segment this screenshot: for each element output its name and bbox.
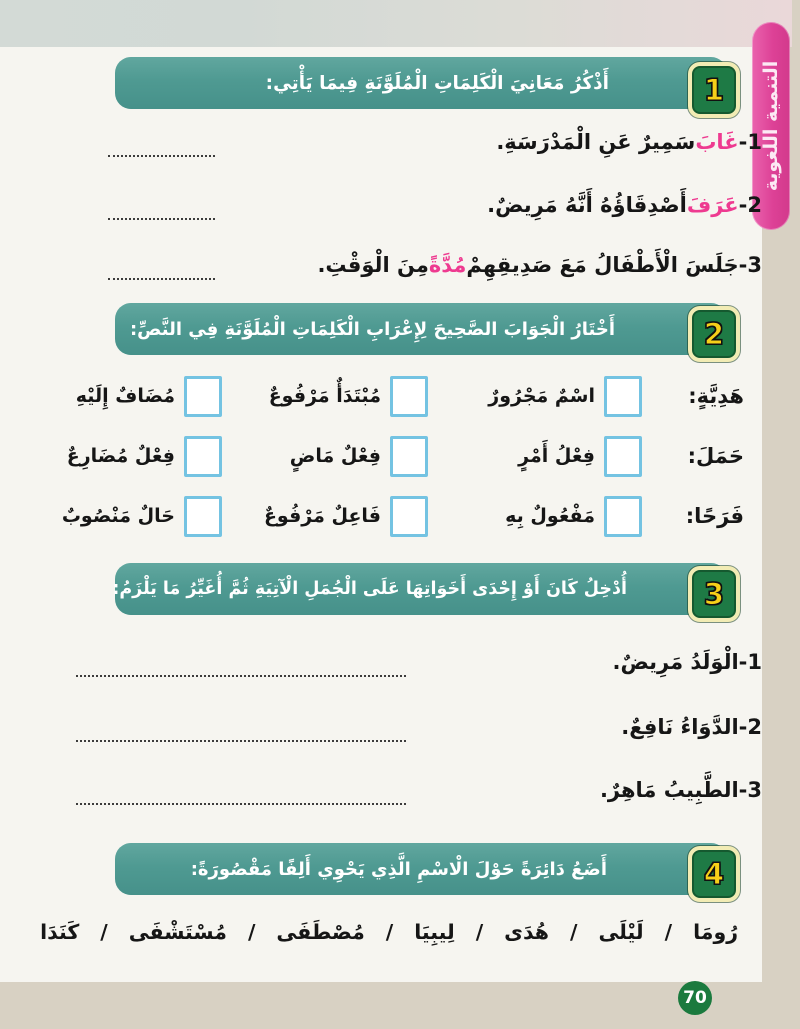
- option-checkbox[interactable]: [184, 496, 222, 537]
- name-option[interactable]: هُدَى: [504, 920, 549, 944]
- sentence: الدَّوَاءُ نَافِعٌ.: [621, 715, 739, 739]
- exercise4-title: أَضَعُ دَائِرَةً حَوْلَ الْاسْمِ الَّذِي يَحْوِي أَلِفًا مَقْصُورَةً:: [190, 858, 607, 880]
- page-number: 70: [683, 988, 707, 1008]
- answer-line[interactable]: [108, 218, 215, 220]
- option: [222, 436, 428, 477]
- item-number: 1-: [738, 130, 762, 154]
- option: [428, 376, 642, 417]
- option-checkbox[interactable]: [604, 436, 642, 477]
- target-word: هَدِيَّةٍ:: [688, 384, 744, 408]
- separator: /: [385, 920, 394, 944]
- sentence: الطَّبِيبُ مَاهِرٌ.: [599, 778, 739, 802]
- name-option[interactable]: رُومَا: [693, 920, 738, 944]
- page-number-badge: [678, 981, 712, 1015]
- sentence-post: سَمِيرٌ عَنِ الْمَدْرَسَةِ.: [496, 130, 696, 154]
- exercise1-number-badge: [688, 62, 740, 118]
- colored-word: عَرَفَ: [686, 193, 739, 217]
- sentence-post: مِنَ الْوَقْتِ.: [317, 253, 429, 277]
- option: [36, 496, 222, 537]
- item-number: 2-: [738, 193, 762, 217]
- option: [222, 496, 428, 537]
- side-tab-label: التنمية اللغوية: [760, 60, 782, 192]
- target-word: حَمَلَ:: [687, 444, 744, 468]
- exercise4-number-badge: [688, 846, 740, 902]
- exercise2-row-3: [0, 492, 762, 540]
- item-number: 3-: [738, 778, 762, 802]
- colored-word: مُدَّةً: [428, 253, 467, 277]
- name-option[interactable]: لِيبِيَا: [414, 920, 455, 944]
- top-decorative-band: [0, 0, 792, 47]
- exercise1-item-2: [0, 183, 800, 227]
- exercise3-number-badge: [688, 566, 740, 622]
- exercise4-banner: [115, 843, 727, 895]
- sentence: الْوَلَدُ مَرِيضٌ.: [612, 650, 739, 674]
- exercise4-number: 4: [703, 856, 725, 891]
- exercise1-banner: [115, 57, 727, 109]
- answer-line[interactable]: [76, 803, 406, 805]
- sentence-pre: جَلَسَ الْأَطْفَالُ مَعَ صَدِيقِهِمْ: [466, 253, 739, 277]
- exercise3-item-2: [0, 705, 800, 749]
- exercise3-title: أُدْخِلُ كَانَ أَوْ إِحْدَى أَخَوَاتِهَا عَلَى الْجُمَلِ الْآتِيَةِ ثُمَّ أُغَيِّرُ مَا يَلْزَمُ:: [112, 579, 627, 599]
- item-number: 2-: [738, 715, 762, 739]
- name-option[interactable]: مُصْطَفَى: [276, 920, 365, 944]
- exercise1-item-3: [0, 243, 800, 287]
- option-checkbox[interactable]: [390, 376, 428, 417]
- option: [428, 436, 642, 477]
- exercise2-title: أَخْتَارُ الْجَوَابَ الصَّحِيحَ لِإِعْرَابِ الْكَلِمَاتِ الْمُلَوَّنَةِ فِي النَّصِّ:: [129, 318, 615, 340]
- exercise2-row-1: [0, 372, 762, 420]
- name-option[interactable]: مُسْتَشْفَى: [128, 920, 227, 944]
- exercise1-title: أَذْكُرُ مَعَانِيَ الْكَلِمَاتِ الْمُلَوَّنَةِ فِيمَا يَأْتِي:: [265, 72, 609, 94]
- exercise1-item-1: [0, 120, 800, 164]
- option-label: مَفْعُولٌ بِهِ: [505, 505, 595, 527]
- option-label: مُبْتَدَأٌ مَرْفُوعٌ: [268, 385, 381, 407]
- exercise1-number: 1: [703, 72, 725, 107]
- option-checkbox[interactable]: [604, 376, 642, 417]
- option-checkbox[interactable]: [184, 436, 222, 477]
- option-checkbox[interactable]: [184, 376, 222, 417]
- option-checkbox[interactable]: [604, 496, 642, 537]
- option-label: اسْمٌ مَجْرُورٌ: [488, 385, 595, 407]
- separator: /: [475, 920, 484, 944]
- exercise2-number: 2: [703, 316, 725, 351]
- exercise4-names-row: [40, 908, 738, 956]
- option: [428, 496, 642, 537]
- option: [36, 376, 222, 417]
- item-number: 3-: [738, 253, 762, 277]
- item-number: 1-: [738, 650, 762, 674]
- option-label: فِعْلٌ مُضَارِعٌ: [66, 445, 175, 467]
- option-label: فِعْلُ أَمْرٍ: [518, 445, 595, 467]
- exercise3-item-1: [0, 640, 800, 684]
- exercise2-row-2: [0, 432, 762, 480]
- option: [36, 436, 222, 477]
- exercise2-banner: [115, 303, 727, 355]
- colored-word: غَابَ: [695, 130, 739, 154]
- answer-line[interactable]: [76, 740, 406, 742]
- answer-line[interactable]: [108, 155, 215, 157]
- separator: /: [247, 920, 256, 944]
- option-checkbox[interactable]: [390, 496, 428, 537]
- name-option[interactable]: كَنَدَا: [40, 920, 80, 944]
- name-option[interactable]: لَيْلَى: [598, 920, 644, 944]
- exercise2-number-badge: [688, 306, 740, 362]
- option-label: فَاعِلٌ مَرْفُوعٌ: [263, 505, 381, 527]
- target-word: فَرَحًا:: [685, 504, 744, 528]
- exercise3-number: 3: [703, 576, 725, 611]
- answer-line[interactable]: [76, 675, 406, 677]
- option: [222, 376, 428, 417]
- separator: /: [664, 920, 673, 944]
- separator: /: [569, 920, 578, 944]
- answer-line[interactable]: [108, 278, 215, 280]
- option-label: مُضَافٌ إِلَيْهِ: [75, 385, 175, 407]
- separator: /: [100, 920, 108, 944]
- option-checkbox[interactable]: [390, 436, 428, 477]
- exercise3-item-3: [0, 768, 800, 812]
- option-label: حَالٌ مَنْصُوبٌ: [61, 505, 175, 527]
- option-label: فِعْلٌ مَاضٍ: [289, 445, 381, 467]
- exercise3-banner: [112, 563, 727, 615]
- sentence-post: أَصْدِقَاؤُهُ أَنَّهُ مَرِيضٌ.: [487, 193, 687, 217]
